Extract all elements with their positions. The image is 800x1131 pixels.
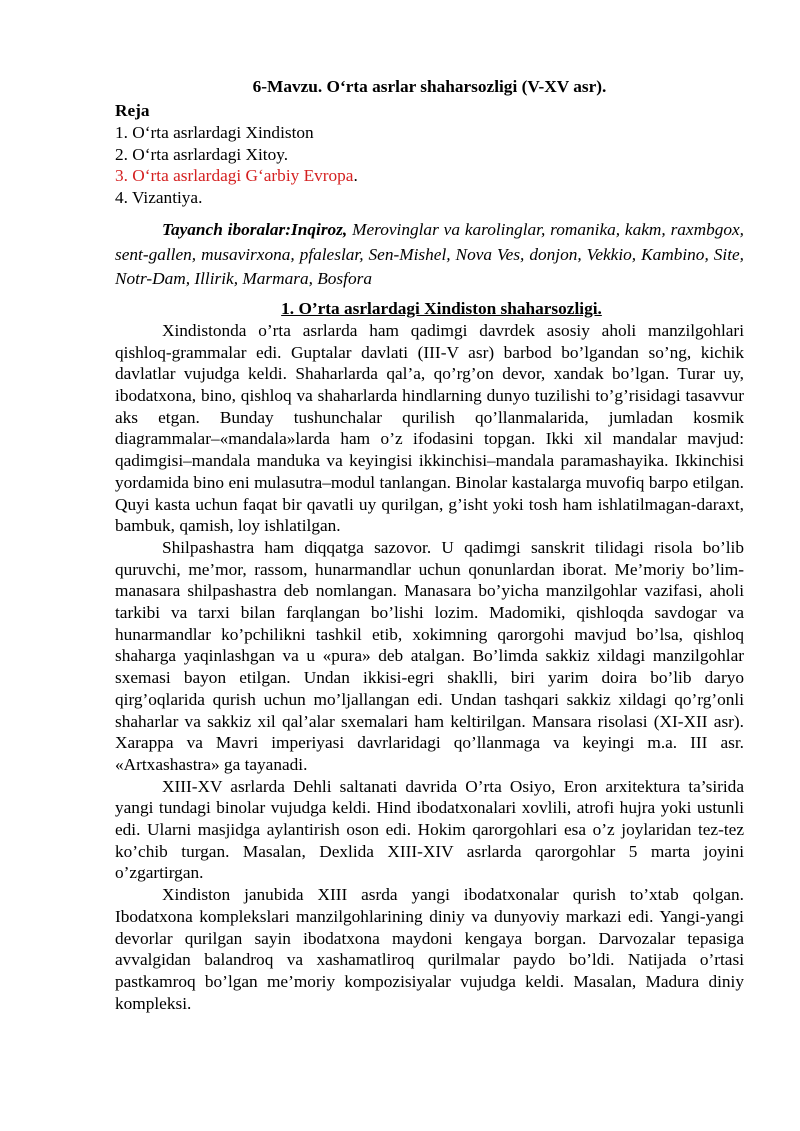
body-paragraph-4: Xindiston janubida XIII asrda yangi ibodatxonalar qurish to’xtab qolgan. Ibodatxona komplekslari manzilgohlarining diniy va dunyoviy markazi edi. Yangi-yangi devorlar qurilgan sayin ibodatxona maydoni kengaya borgan. Darvozalar tepasiga avvalgidan balandroq va xashamatliroq qurilmalar paydo bo’ldi. Natijada o’rtasi pastkamroq bo’lgan me’moriy kompozisiyalar vujudga keldi. Masalan, Madura diniy kompleksi. <box>115 885 744 1013</box>
plan-list <box>115 122 744 208</box>
keywords-paragraph <box>115 218 744 292</box>
keywords-text: Merovinglar va karolinglar, romanika, kakm, raxmbgox, sent-gallen, musavirxona, pfaleslar, Sen-Mishel, Nova Ves, donjon, Vekkio, Kambino, Site, Notr-Dam, Illirik, Marmara, Bosfora <box>115 220 744 289</box>
body-paragraph-3: XIII-XV asrlarda Dehli saltanati davrida O’rta Osiyo, Eron arxitektura ta’sirida yangi tundagi binolar vujudga keldi. Hind ibodatxonalari xovlili, atrofi hujra yoki ustunli edi. Ularni masjidga aylantirish oson edi. Hokim qarorgohlari esa o’z joylaridan tez-tez ko’chib turgan. Masalan, Dexlida XIII-XIV asrlarda qarorgohlar 5 marta joyini o’zgartirgan. <box>115 776 744 883</box>
keywords-label: Tayanch iboralar:Inqiroz, <box>162 220 348 240</box>
plan-item-1: 1. O‘rta asrlardagi Xindiston <box>115 123 314 142</box>
plan-item-2: 2. O‘rta asrlardagi Xitoy. <box>115 144 289 164</box>
section-heading: 1. O’rta asrlardagi Xindiston shaharsozligi. <box>281 298 602 318</box>
body-paragraph-1: Xindistonda o’rta asrlarda ham qadimgi davrdek asosiy aholi manzilgohlari qishloq-grammalar edi. Guptalar davlati (III-V asr) barbod bo’lgandan so’ng, kichik davlatlar vujudga keldi. Shaharlarda qal’a, qo’rg’on devor, xandak bo’lgan. Turar uy, ibodatxona, bino, qishloq va shaharlarda hindlarning dunyo tuzilishi to’g’risidagi tasavvur aks etgan. Bunday tushunchalar qurilish qo’llanmalarida, jumladan kosmik diagrammalar–«mandala»larda ham o’z ifodasini topgan. Ikki xil mandalar mavjud: qadimgisi–mandala manduka va keyingisi ikkinchisi–mandala paramashayika. Ikkinchisi yordamida bino eni mulasutra–modul tanlangan. Binolar kastalarga muvofiq barpo etilgan. Quyi kasta uchun faqat bir qavatli uy qurilgan, g’isht yoki tosh ham ishlatilmagan-daraxt, bambuk, qamish, loy ishlatilgan. <box>115 320 744 536</box>
page-title: 6-Mavzu. O‘rta asrlar shaharsozligi (V-XV asr). <box>252 77 607 96</box>
plan-item-3: 3. O‘rta asrlardagi G‘arbiy Evropa. <box>115 166 358 186</box>
body-paragraph-2: Shilpashastra ham diqqatga sazovor. U qadimgi sanskrit tilidagi risola bo’lib quruvchi, me’mor, rassom, hunarmandlar uchun qonunlardan iborat. Me’moriy bo’lim-manasara shilpashastra deb nomlangan. Manasara bo’yicha manzilgohlar vazifasi, aholi tarkibi va tarxi bilan farqlangan bo’lishi lozim. Madomiki, qishloqda savdogar va hunarmandlar ko’pchilikni tashkil etib, xokimning qarorgohi mavjud bo’lsa, qishloq shaharga yaqinlashgan va u «pura» deb atalgan. Bo’limda sakkiz xildagi manzilgohlar sxemasi bayon etilgan. Undan ikkisi-egri shaklli, biri yarim doira bo’lib daryo qirg’oqlarida qurish uchun mo’ljallangan edi. Undan tashqari sakkiz xildagi qo’rg’onli shaharlar va sakkiz xil qal’alar sxemalari ham keltirilgan. Mansara risolasi (XI-XII asr). Xarappa va Mavri imperiyasi davrlaridagi qo’llanmaga va keyingi m.a. III asr. «Artxashastra» ga tayanadi. <box>115 537 744 774</box>
plan-heading: Reja <box>115 101 150 120</box>
plan-item-4: 4. Vizantiya. <box>115 187 203 207</box>
plan-item-highlight: 3. O‘rta asrlardagi G‘arbiy Evropa <box>115 166 354 186</box>
